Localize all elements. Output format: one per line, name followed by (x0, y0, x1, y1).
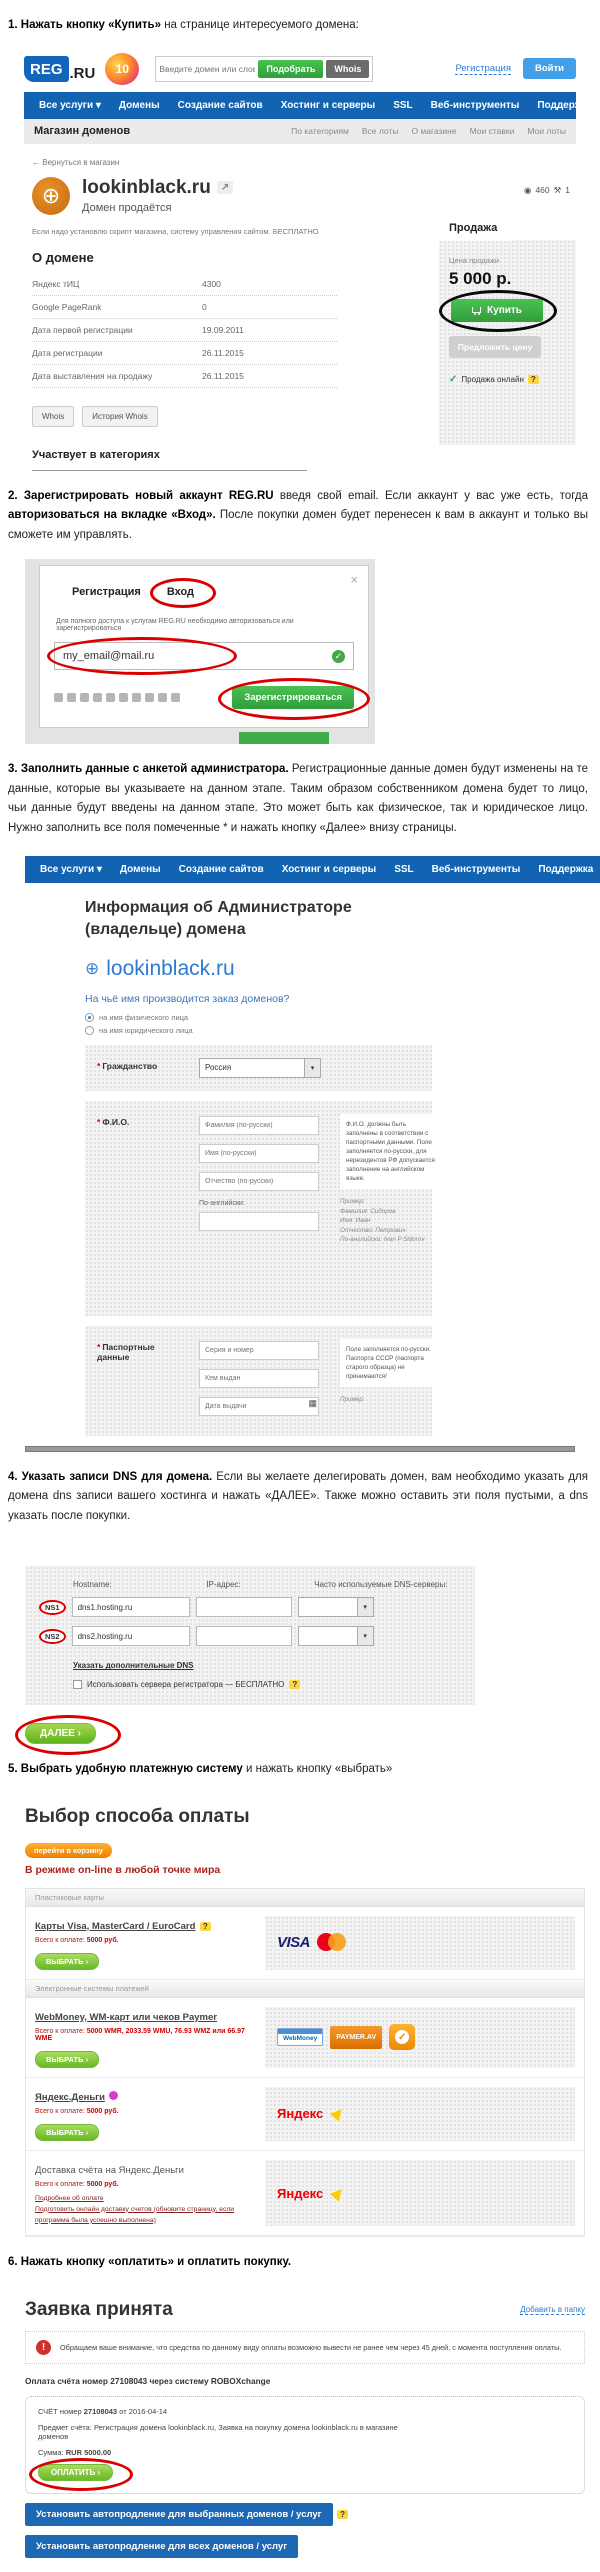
mastercard-logo (317, 1933, 347, 1952)
citizenship-control (199, 1058, 321, 1078)
offer-price-button[interactable]: Предложить цену (449, 336, 541, 358)
nav-support[interactable]: Поддержка (537, 99, 593, 111)
required-asterisk: * (97, 1116, 101, 1127)
chevron-down-icon: ▾ (96, 864, 102, 876)
fio-help (340, 1114, 443, 1245)
valid-check-icon: ✓ (332, 650, 345, 663)
invoice-header (25, 2299, 585, 2321)
english-name-input[interactable] (199, 1212, 319, 1231)
social-icon[interactable] (106, 693, 115, 702)
fio-controls (199, 1114, 321, 1303)
whois-history-button[interactable]: История Whois (82, 406, 157, 427)
required-asterisk: * (97, 1341, 101, 1352)
alert-text: Обращаем ваше внимание, что средства по данному виду оплаты возможно вывести не ранее чем через 45 дней, с момента поступления оплаты. (60, 2342, 562, 2352)
email-input[interactable] (63, 650, 313, 662)
passport-example-label: Пример: (340, 1396, 365, 1404)
ns2-badge: NS2 (39, 1629, 66, 1644)
registrar-dns-row (73, 1680, 461, 1689)
total-amount: 5000 руб. (86, 2107, 119, 2115)
main-nav (24, 92, 593, 119)
nav-all-services[interactable]: Все услуги ▾ (40, 864, 102, 876)
step2-bold1: 2. Зарегистрировать новый аккаунт REG.RU (8, 489, 274, 502)
step3-text: 3. Заполнить данные с анкетой администратора. Регистрационные данные домен будут изменены на те данные, которые вы указываете на данном этапе. Таким образом собственником домена будет то лицо, чьи данные будут введены на данном этапе. Это может быть как физическое, так и юридическое лицо. Нужно заполнить все поля помеченные * и нажать кнопку «Далее» внизу страницы. (8, 763, 589, 834)
social-icon[interactable] (132, 693, 141, 702)
shop-subnav (24, 119, 576, 144)
online-bill-link[interactable]: Подготовить онлайн доставку счетов (обновите страницу, если программа была успешно выполнена) (35, 2205, 235, 2224)
passport-controls (199, 1339, 321, 1423)
total-amount: 5000 руб. (86, 1936, 119, 1944)
social-icon[interactable] (145, 693, 154, 702)
bill-sum: RUR 5000.00 (65, 2447, 112, 2457)
header-auth (455, 58, 576, 79)
firstname-input[interactable] (199, 1144, 319, 1163)
step3-bold: 3. Заполнить данные с анкетой администратора. (8, 763, 289, 776)
domain-body (24, 221, 576, 471)
social-login-row (54, 686, 354, 709)
external-link-icon[interactable]: ↗ (217, 181, 233, 194)
verified-badge-icon: ✓ (389, 2024, 415, 2050)
subnav-my-lots[interactable]: Мои лоты (527, 126, 566, 137)
subnav-all-lots[interactable]: Все лоты (361, 126, 399, 137)
cart-icon (472, 307, 481, 313)
views-icon: ◉ (524, 184, 532, 195)
step6-bold: 6. Нажать кнопку «оплатить» и оплатить покупку. (8, 2256, 292, 2269)
help-question-badge[interactable]: ? (289, 1680, 300, 1689)
nav-support[interactable]: Поддержка (538, 864, 594, 876)
screenshot-register-dialog (25, 559, 375, 744)
bill-links (35, 2194, 257, 2227)
whois-buttons (32, 406, 337, 427)
back-to-shop-link[interactable]: ← Вернуться в магазин (32, 157, 120, 167)
cut-off-page-bottom (39, 732, 369, 744)
lot-stats (524, 185, 570, 196)
help-question-badge[interactable]: ? (528, 375, 539, 384)
passport-box (85, 1326, 432, 1436)
step1-rest: на странице интересуемого домена: (161, 19, 359, 31)
close-icon[interactable]: × (350, 572, 358, 588)
table-row: Дата первой регистрации 19.09.2011 (32, 319, 337, 342)
domain-search-input[interactable] (159, 64, 255, 74)
alert-icon: ! (36, 2340, 51, 2355)
online-sale-row (449, 374, 566, 385)
passport-issuer-input[interactable] (199, 1369, 319, 1388)
total-amount: 5000 руб. (86, 2180, 119, 2188)
screenshot-domain-shop (24, 46, 593, 471)
online-sale-label: Продажа онлайн (461, 374, 524, 384)
autorenew-selected-button[interactable]: Установить автопродление для выбранных доменов / услуг (25, 2503, 333, 2526)
surname-input[interactable] (199, 1116, 319, 1135)
subnav-by-category[interactable]: По категориям (291, 126, 349, 137)
section-plastic-cards: Пластиковые карты (26, 1889, 584, 1907)
yandex-money-icon (109, 2091, 118, 2100)
ns1-ip-input[interactable] (196, 1597, 292, 1617)
citizenship-label: * Гражданство (97, 1060, 158, 1071)
about-domain-heading: О домене (32, 249, 94, 265)
whois-search-button[interactable]: Whois (326, 60, 369, 78)
ns1-common-select[interactable] (298, 1597, 374, 1617)
choose-yandex-button[interactable]: ВЫБРАТЬ › (35, 2124, 99, 2141)
ns1-badge: NS1 (39, 1600, 66, 1615)
nav-all-services[interactable]: Все услуги ▾ (39, 99, 101, 111)
categories-heading: Участвует в категориях (32, 449, 307, 471)
order-name-question: На чьё имя производится заказ доменов? (85, 992, 290, 1005)
screenshot-invoice (0, 2299, 600, 2572)
step2-text: 2. Зарегистрировать новый аккаунт REG.RU введя свой email. Если аккаунт у вас уже есть, тогда авторизоваться на вкладке «Вход». После покупки домен будет перенесен к вам в аккаунт и только вы сможете им управлять. (8, 489, 588, 541)
horizontal-scrollbar[interactable] (25, 1446, 575, 1452)
choose-cards-button[interactable]: ВЫБРАТЬ › (35, 1953, 99, 1970)
auth-info-text: Для полного доступа к услугам REG.RU необходимо авторизоваться или зарегистрироваться (56, 618, 294, 633)
select-arrow-icon[interactable]: ▾ (357, 1627, 373, 1645)
chevron-down-icon: ▾ (95, 99, 101, 111)
patronymic-input[interactable] (199, 1172, 319, 1191)
help-question-badge[interactable]: ? (200, 1922, 211, 1931)
passport-number-input[interactable] (199, 1341, 319, 1360)
registrar-dns-label: Использовать сервера регистратора — БЕСПЛАТНО (87, 1680, 285, 1690)
views-count: 460 (535, 185, 550, 196)
radio-personal-row: на имя физического лица (85, 1013, 560, 1022)
email-field-row (54, 642, 354, 670)
payment-details-link[interactable]: Подробнее об оплате (35, 2194, 104, 2202)
regru-logo-reg: REG (24, 56, 69, 82)
screenshot-admin-form (85, 897, 560, 1435)
go-to-cart-button[interactable]: перейти в корзину (25, 1843, 112, 1858)
yandex-bill-name: Доставка счёта на Яндекс.Деньги (35, 2164, 184, 2176)
step5-bold: 5. Выбрать удобную платежную систему (8, 1763, 243, 1776)
ip-header: IP-адрес: (206, 1580, 241, 1590)
step4-text: 4. Указать записи DNS для домена. Если вы желаете делегировать домен, вам необходимо указать для домена dns записи вашего хостинга и нажать «ДАЛЕЕ». Также можно оставить эти поля пустыми, а dns указать после покупки. (8, 1470, 588, 1522)
ns2-common-select[interactable] (298, 1626, 374, 1646)
payment-row-cards: Карты Visa, MasterCard / EuroCard ? Всего к оплате: 5000 руб. ВЫБРАТЬ › VISA (26, 1907, 584, 1980)
register-link[interactable]: Регистрация (455, 62, 511, 74)
whois-button[interactable]: Whois (32, 406, 74, 427)
bill-number: 27108043 (83, 2406, 118, 2416)
step4-bold: 4. Указать записи DNS для домена. (8, 1470, 213, 1483)
payment-subtitle: В режиме on-line в любой точке мира (25, 1863, 221, 1876)
bill-subject: Предмет счёта: Регистрация домена lookinblack.ru, Заявка на покупку домена lookinblack.ru в магазине доменов (38, 2422, 398, 2441)
english-label: По-английски: (199, 1199, 245, 1207)
dns-row-ns1 (39, 1597, 461, 1617)
section-epayments: Электронные системы платежей (26, 1980, 584, 1998)
radio-company[interactable] (85, 1026, 94, 1035)
step2-bold2: авторизоваться на вкладке «Вход». (8, 509, 216, 522)
webmoney-logos (265, 2007, 575, 2068)
pay-bill-line: Оплата счёта номер 27108043 через систему ROBOXchange (25, 2375, 271, 2386)
subnav-about-shop[interactable]: О магазине (411, 126, 457, 137)
pay-button-wrap (38, 2464, 130, 2481)
bids-count: 1 (565, 185, 570, 196)
radio-company-row: на имя юридического лица (85, 1026, 560, 1035)
table-row: Яндекс тИЦ 4300 (32, 273, 337, 296)
register-button-wrap (232, 686, 354, 709)
add-to-folder-link[interactable]: Добавить в папку (520, 2304, 585, 2314)
ns1-hostname-input[interactable] (72, 1597, 190, 1617)
fio-help-text: Ф.И.О. должны быть заполнены в соответствии с паспортными данными. Поле заполняется по-русски, для нерезидентов РФ допускается заполнение на английском языке. (340, 1114, 443, 1190)
domain-name: lookinblack.ru ↗ (82, 177, 233, 199)
passport-date-wrap (199, 1395, 321, 1423)
domain-search-box (155, 56, 373, 82)
select-arrow-icon[interactable]: ▾ (357, 1598, 373, 1616)
calendar-icon[interactable]: ▦ (308, 1397, 317, 1408)
nav-ssl[interactable]: SSL (394, 864, 414, 876)
payment-table (25, 1888, 585, 2238)
yandex-arrow-icon (330, 2185, 346, 2201)
yandex-logo: Яндекс (277, 2106, 324, 2122)
nav-web-tools[interactable]: Веб-инструменты (431, 864, 521, 876)
social-icon[interactable] (119, 693, 128, 702)
screenshot-admin-nav (25, 856, 600, 883)
admin-domain-name: lookinblack.ru (106, 956, 235, 980)
sale-price: 5 000 р. (449, 268, 512, 288)
subnav-my-bids[interactable]: Мои ставки (469, 126, 515, 137)
ns2-hostname-input[interactable] (72, 1626, 190, 1646)
auth-tabs (72, 586, 354, 602)
domain-header (32, 177, 576, 215)
social-icon[interactable] (67, 693, 76, 702)
withdraw-alert (25, 2331, 585, 2364)
bill-number: 27108043 (110, 2375, 148, 2386)
passport-help-text: Поле заполняется по-русски. Паспорта СССР (паспорта старого образца) не принимаются! (340, 1339, 443, 1388)
fio-example: Пример: Фамилия: Сидоров Имя: Иван Отчество: Петрович По-английски: Ivan P Sidorov (340, 1198, 425, 1244)
payment-row-webmoney: WebMoney, WM-карт или чеков Paymer Всего к оплате: 5000 WMR, 2033.59 WMU, 76.93 WMZ или 66.97 WME ВЫБРАТЬ › WebMoney PAYMER.AV ✓ (26, 1998, 584, 2078)
yandex-arrow-icon (330, 2106, 346, 2122)
help-question-badge[interactable]: ? (337, 2510, 348, 2519)
payment-row-yandex: Яндекс.Деньги Всего к оплате: 5000 руб. ВЫБРАТЬ › Яндекс (26, 2078, 584, 2151)
main-nav (25, 856, 600, 883)
payment-row-yandex-bill: Доставка счёта на Яндекс.Деньги Всего к оплате: 5000 руб. Подробнее об оплате Подготовить онлайн доставку счетов (обновите страницу, если программа была успешно выполнена) Яндекс (26, 2151, 584, 2237)
screenshot-dns-form (25, 1566, 475, 1705)
radio-personal[interactable] (85, 1013, 94, 1022)
citizenship-box (85, 1045, 432, 1091)
bids-icon: ⚒ (553, 184, 562, 195)
regru-logo-ru: .RU (69, 64, 96, 82)
globe-icon: ⊕ (85, 958, 100, 978)
domain-globe-icon: ⊕ (32, 177, 70, 215)
nav-site-creation[interactable]: Создание сайтов (178, 864, 264, 876)
table-row: Дата регистрации 26.11.2015 (32, 342, 337, 365)
webmoney-method-link[interactable]: WebMoney, WM-карт или чеков Paymer (35, 2011, 217, 2023)
anniversary-10-years-logo: 10 (105, 53, 139, 85)
login-button[interactable]: Войти (523, 58, 576, 79)
required-asterisk: * (97, 1060, 101, 1071)
next-button-wrap (25, 1723, 111, 1744)
select-arrow-icon[interactable]: ▾ (304, 1059, 320, 1077)
nav-domains[interactable]: Домены (119, 864, 161, 876)
common-dns-header: Часто используемые DNS-серверы: (314, 1580, 448, 1590)
yandex-logo-box (265, 2160, 575, 2227)
shop-title: Магазин доменов (34, 125, 131, 138)
back-arrow-icon: ← (32, 157, 40, 167)
step6-text (8, 2253, 588, 2273)
more-dns-link[interactable]: Указать дополнительные DNS (73, 1661, 194, 1671)
autorenew-all-button[interactable]: Установить автопродление для всех доменов / услуг (25, 2535, 298, 2558)
use-registrar-dns-checkbox[interactable] (73, 1680, 82, 1689)
buy-button-wrap (451, 299, 555, 322)
admin-domain-row (85, 957, 560, 981)
auth-dialog (39, 565, 369, 728)
nav-hosting[interactable]: Хостинг и серверы (281, 864, 377, 876)
buy-button[interactable]: Купить (451, 299, 543, 322)
sale-panel (439, 215, 576, 445)
sale-panel-body (439, 240, 576, 445)
nav-ssl[interactable]: SSL (393, 99, 413, 111)
fio-label: * Ф.И.О. (97, 1116, 130, 1127)
pay-button[interactable]: ОПЛАТИТЬ › (38, 2464, 113, 2481)
ns2-ip-input[interactable] (196, 1626, 292, 1646)
total-amount: 5000 WMR, 2033.59 WMU, 76.93 WMZ или 66.97 WME (35, 2027, 245, 2042)
paymer-logo: PAYMER.AV (330, 2026, 382, 2049)
social-icon[interactable] (80, 693, 89, 702)
invoice-title: Заявка принята (25, 2298, 173, 2320)
sale-tab[interactable]: Продажа (439, 215, 511, 241)
invoice-box: СЧЁТ номер 27108043 от 2016-04-14 Предмет счёта: Регистрация домена lookinblack.ru, Заявка на покупку домена lookinblack.ru в магазине доменов Сумма: RUR 5000.00 ОПЛАТИТЬ › (25, 2396, 585, 2494)
tab-login[interactable]: Вход (167, 586, 194, 602)
nav-web-tools[interactable]: Веб-инструменты (430, 99, 520, 111)
social-icon[interactable] (171, 693, 180, 702)
price-label: Цена продажи (449, 255, 500, 265)
domain-info-column (32, 227, 337, 471)
seller-promo-text: Если надо установлю скрипт магазина, систему управления сайтом. БЕСПЛАТНО (32, 226, 319, 236)
visa-logo: VISA (277, 1934, 311, 1952)
step5-text: 5. Выбрать удобную платежную систему и нажать кнопку «выбрать» (8, 1763, 393, 1776)
check-icon: ✓ (449, 373, 458, 385)
hostname-header: Hostname: (73, 1580, 112, 1590)
nav-hosting[interactable]: Хостинг и серверы (280, 99, 376, 111)
site-header (24, 46, 576, 92)
social-icon[interactable] (54, 693, 63, 702)
social-icon[interactable] (93, 693, 102, 702)
dns-row-ns2 (39, 1626, 461, 1646)
domain-title-block (82, 177, 233, 214)
screenshot-payment (0, 1806, 600, 2238)
yandex-logo: Яндекс (277, 2185, 324, 2201)
choose-webmoney-button[interactable]: ВЫБРАТЬ › (35, 2051, 99, 2068)
cards-method-link[interactable]: Карты Visa, MasterCard / EuroCard (35, 1920, 196, 1932)
passport-label: * Паспортные данные (97, 1341, 155, 1362)
step1-text (8, 16, 588, 36)
passport-date-input[interactable] (199, 1397, 319, 1416)
cards-logos (265, 1916, 575, 1970)
social-icon[interactable] (158, 693, 167, 702)
search-submit-button[interactable]: Подобрать (258, 60, 323, 78)
step1-bold: 1. Нажать кнопку «Купить» (8, 19, 162, 31)
yandex-logo-box (265, 2087, 575, 2141)
passport-help (340, 1339, 443, 1405)
yandex-money-link[interactable]: Яндекс.Деньги (35, 2091, 105, 2103)
regru-logo[interactable] (24, 56, 95, 82)
citizenship-select[interactable]: Россия ▾ (199, 1058, 321, 1078)
fio-box (85, 1101, 435, 1316)
register-submit-button[interactable]: Зарегистрироваться (232, 686, 354, 709)
domain-status: Домен продаётся (82, 201, 172, 214)
admin-form-title: Информация об Администраторе (владельце) домена (85, 899, 352, 938)
webmoney-logo: WebMoney (277, 2028, 323, 2046)
tab-register[interactable]: Регистрация (72, 586, 141, 599)
cut-off-green-element (239, 732, 329, 744)
table-row: Google PageRank 0 (32, 296, 337, 319)
table-row: Дата выставления на продажу 26.11.2015 (32, 365, 337, 388)
nav-domains[interactable]: Домены (118, 99, 160, 111)
payment-title: Выбор способа оплаты (25, 1805, 250, 1827)
dns-headers (39, 1580, 461, 1597)
nav-site-creation[interactable]: Создание сайтов (177, 99, 263, 111)
next-button[interactable]: ДАЛЕЕ › (25, 1723, 96, 1744)
